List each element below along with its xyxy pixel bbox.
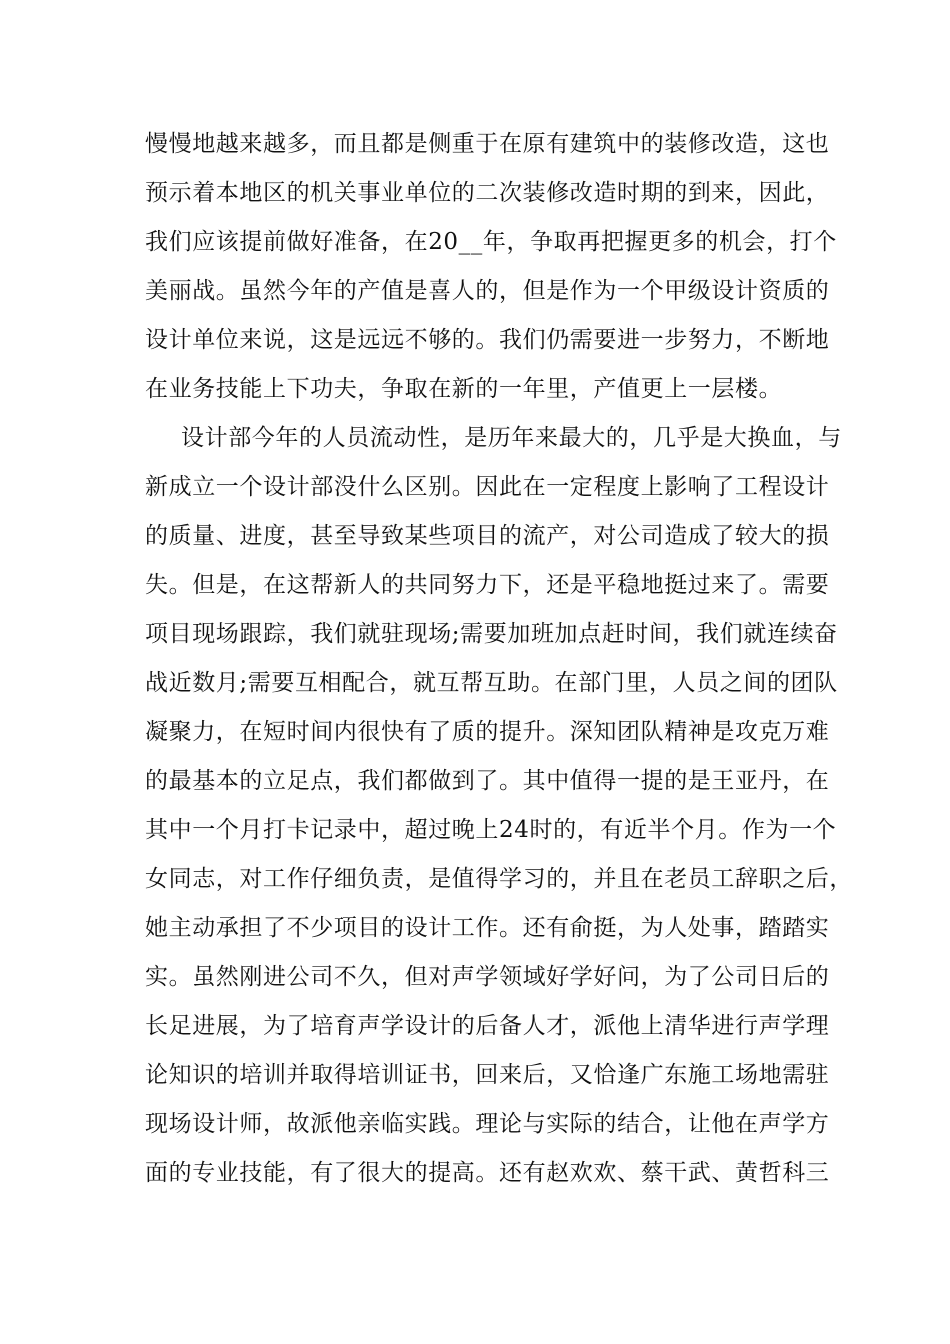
text-line: 设计单位来说，这是远远不够的。我们仍需要进一步努力，不断地 (145, 327, 830, 353)
text-line: 战近数月;需要互相配合，就互帮互助。在部门里，人员之间的团队 (145, 670, 838, 696)
text-line: 项目现场跟踪，我们就驻现场;需要加班加点赶时间，我们就连续奋 (145, 621, 838, 647)
text-line: 长足进展，为了培育声学设计的后备人才，派他上清华进行声学理 (145, 1013, 830, 1039)
text-line: 失。但是，在这帮新人的共同努力下，还是平稳地挺过来了。需要 (145, 572, 830, 598)
text-line: 设计部今年的人员流动性，是历年来最大的，几乎是大换血，与 (181, 425, 842, 451)
text-line: 女同志，对工作仔细负责，是值得学习的，并且在老员工辞职之后， (145, 866, 853, 892)
text-line: 我们应该提前做好准备，在20__年，争取再把握更多的机会，打个 (145, 229, 837, 255)
text-line: 她主动承担了不少项目的设计工作。还有俞挺，为人处事，踏踏实 (145, 915, 830, 941)
text-line: 现场设计师，故派他亲临实践。理论与实际的结合，让他在声学方 (145, 1111, 830, 1137)
text-line: 慢慢地越来越多，而且都是侧重于在原有建筑中的装修改造，这也 (145, 131, 830, 157)
text-line: 预示着本地区的机关事业单位的二次装修改造时期的到来，因此， (145, 180, 830, 206)
text-line: 凝聚力，在短时间内很快有了质的提升。深知团队精神是攻克万难 (145, 719, 830, 745)
text-line: 美丽战。虽然今年的产值是喜人的，但是作为一个甲级设计资质的 (145, 278, 830, 304)
text-line: 在业务技能上下功夫，争取在新的一年里，产值更上一层楼。 (145, 376, 783, 402)
text-line: 实。虽然刚进公司不久，但对声学领域好学好问，为了公司日后的 (145, 964, 830, 990)
text-line: 新成立一个设计部没什么区别。因此在一定程度上影响了工程设计 (145, 474, 830, 500)
text-line: 面的专业技能，有了很大的提高。还有赵欢欢、蔡干武、黄哲科三 (145, 1160, 830, 1186)
text-line: 其中一个月打卡记录中，超过晚上24时的，有近半个月。作为一个 (145, 817, 837, 843)
text-line: 的质量、进度，甚至导致某些项目的流产，对公司造成了较大的损 (145, 523, 830, 549)
text-line: 的最基本的立足点，我们都做到了。其中值得一提的是王亚丹，在 (145, 768, 830, 794)
text-line: 论知识的培训并取得培训证书，回来后，又恰逢广东施工场地需驻 (145, 1062, 830, 1088)
